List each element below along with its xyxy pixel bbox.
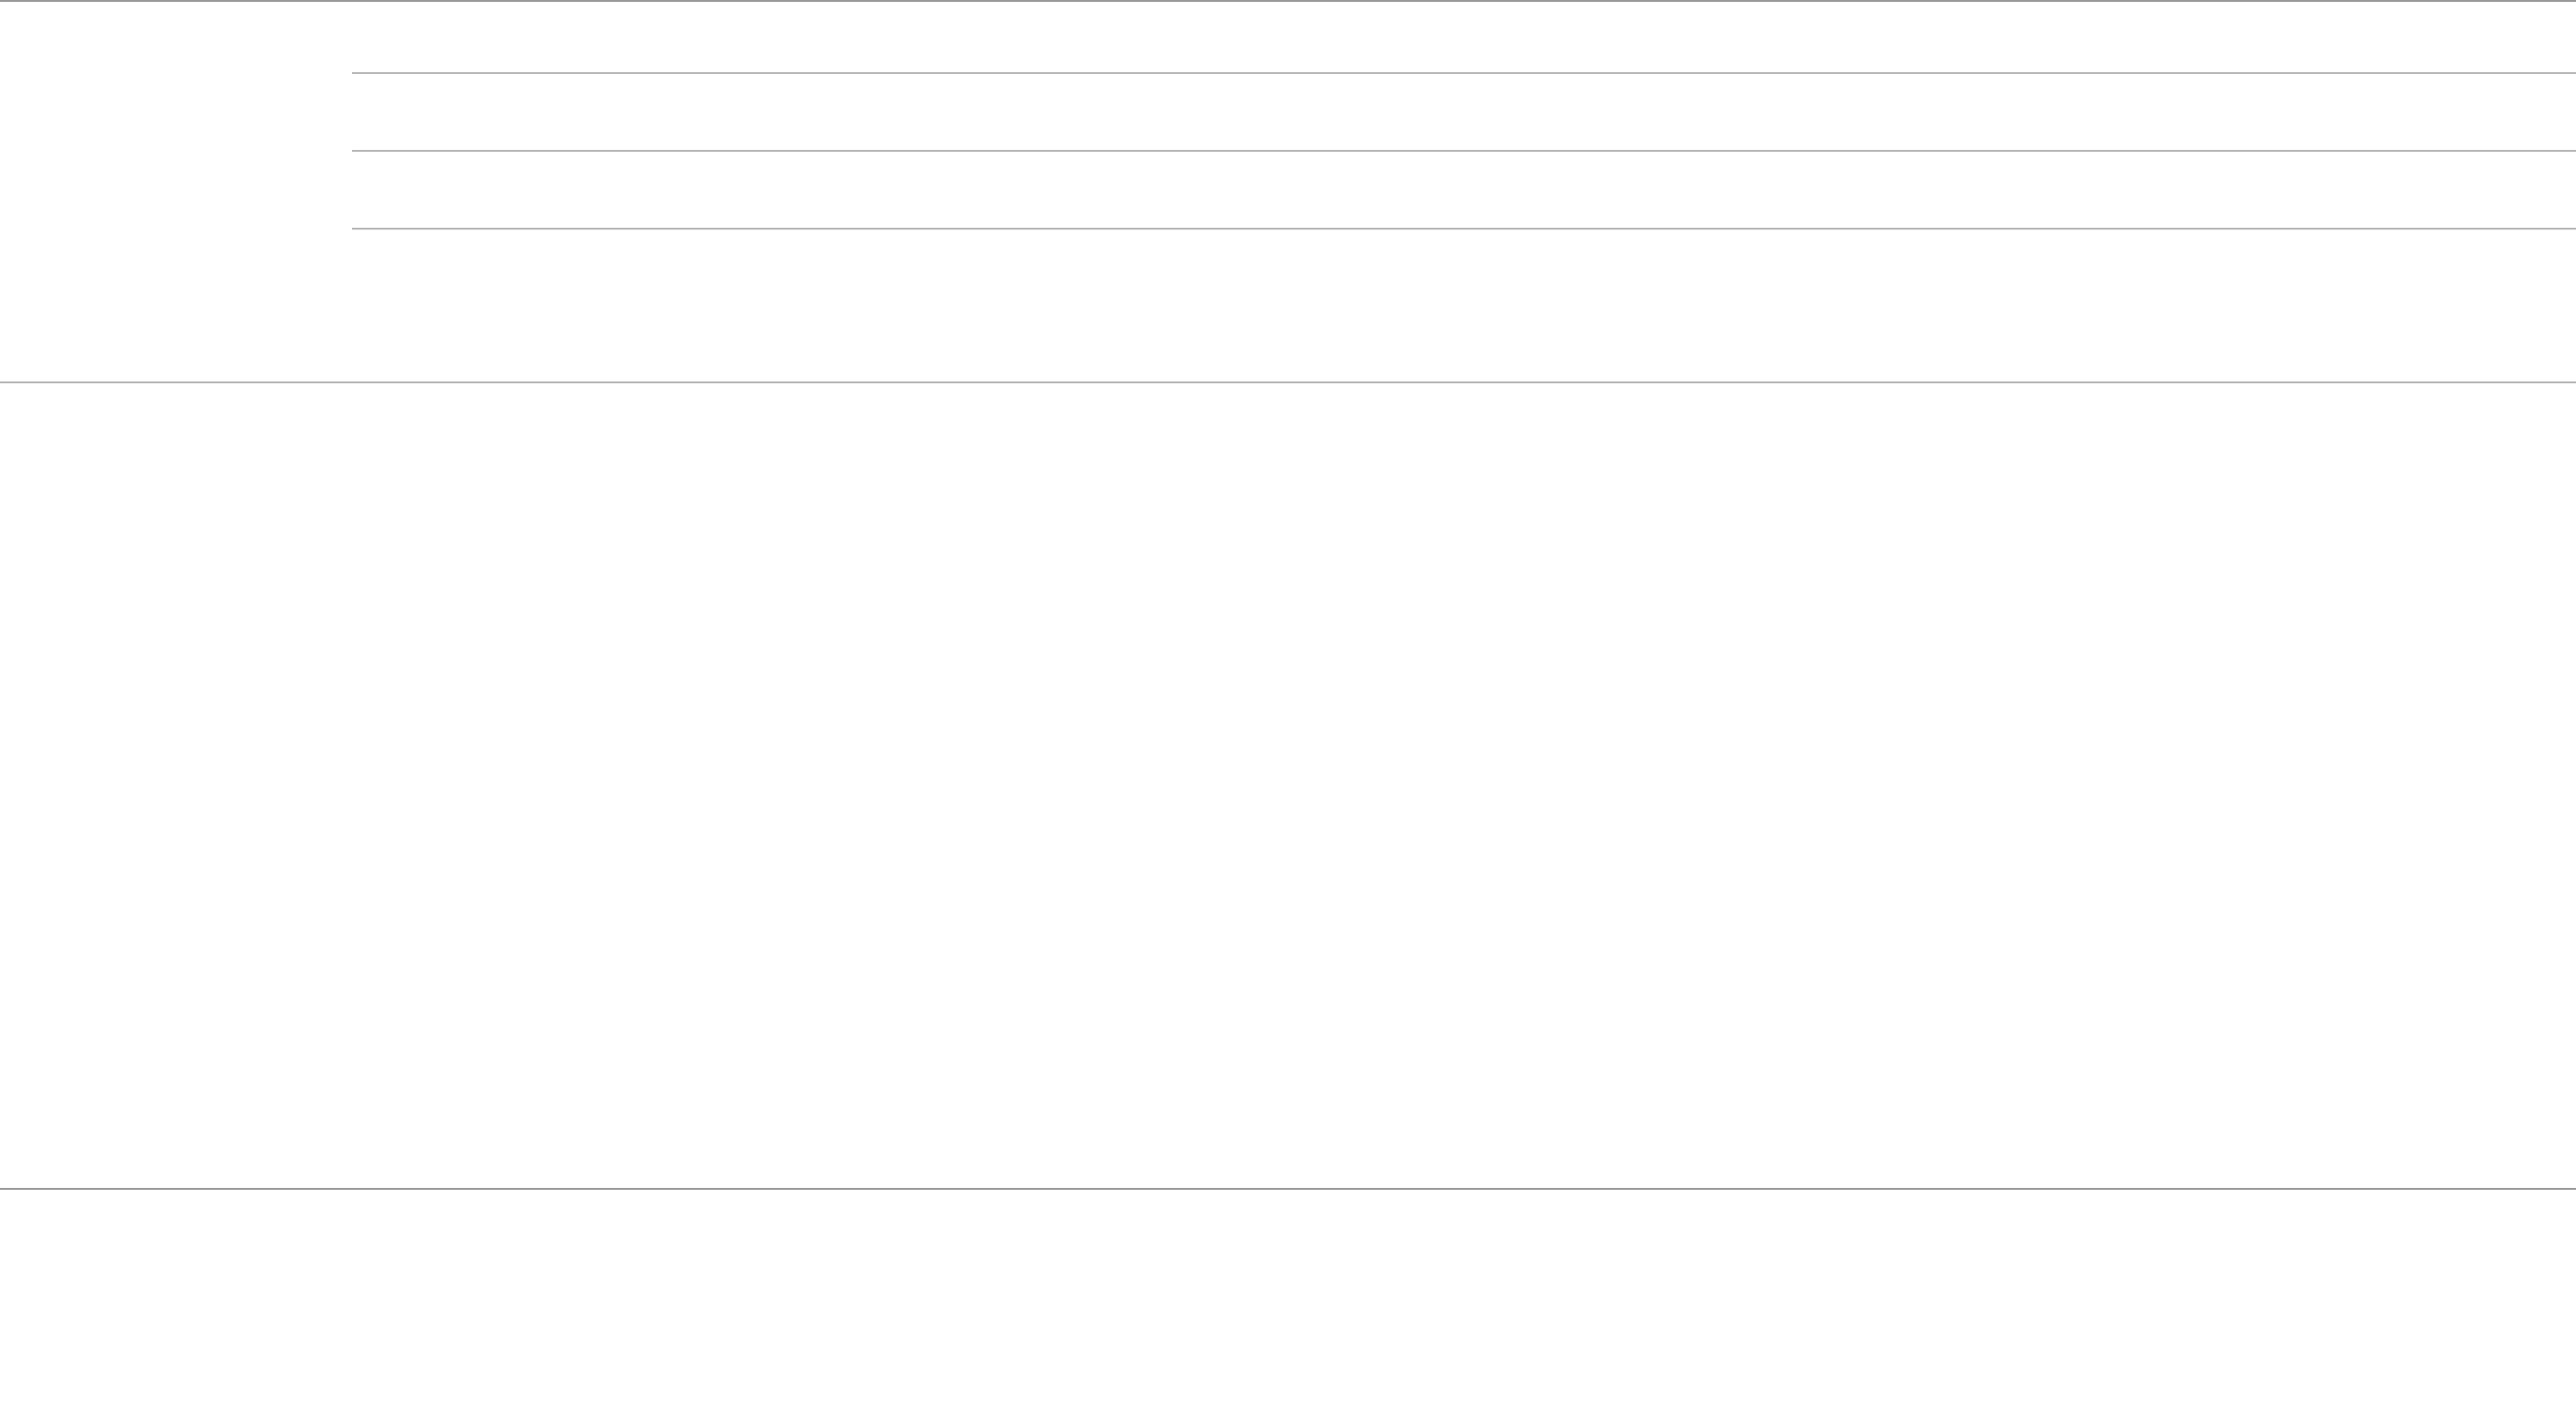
header-current-1-5ma-4hz — [722, 151, 1093, 229]
header-seizures — [1278, 229, 1463, 382]
header-species — [0, 0, 161, 382]
header-stimulation-parameters — [352, 0, 2576, 73]
header-current-1ma-4hz — [352, 151, 723, 229]
header-animals — [1464, 229, 1649, 382]
header-seizures — [537, 229, 722, 382]
header-seizures — [2391, 229, 2576, 382]
header-current-1ma-8hz — [1835, 151, 2206, 229]
header-animals — [352, 229, 537, 382]
header-seizures — [908, 229, 1093, 382]
header-current-2ma-8hz — [2205, 151, 2576, 229]
header-current-2ma-4hz — [1093, 151, 1464, 229]
header-freq-6hz — [1464, 73, 1835, 151]
table-bottom-rule — [0, 1188, 2576, 1190]
header-animals — [2205, 229, 2390, 382]
header-animals — [1093, 229, 1278, 382]
header-freq-8hz — [1835, 73, 2576, 151]
seizure-table — [0, 0, 2576, 383]
header-seizures — [1649, 229, 1834, 382]
header-seizures — [2020, 229, 2205, 382]
header-animals — [1835, 229, 2020, 382]
header-current-2ma-6hz — [1464, 151, 1835, 229]
data-table-container — [0, 0, 2576, 383]
header-regime — [161, 0, 351, 382]
header-animals — [722, 229, 907, 382]
header-freq-4hz — [352, 73, 1464, 151]
